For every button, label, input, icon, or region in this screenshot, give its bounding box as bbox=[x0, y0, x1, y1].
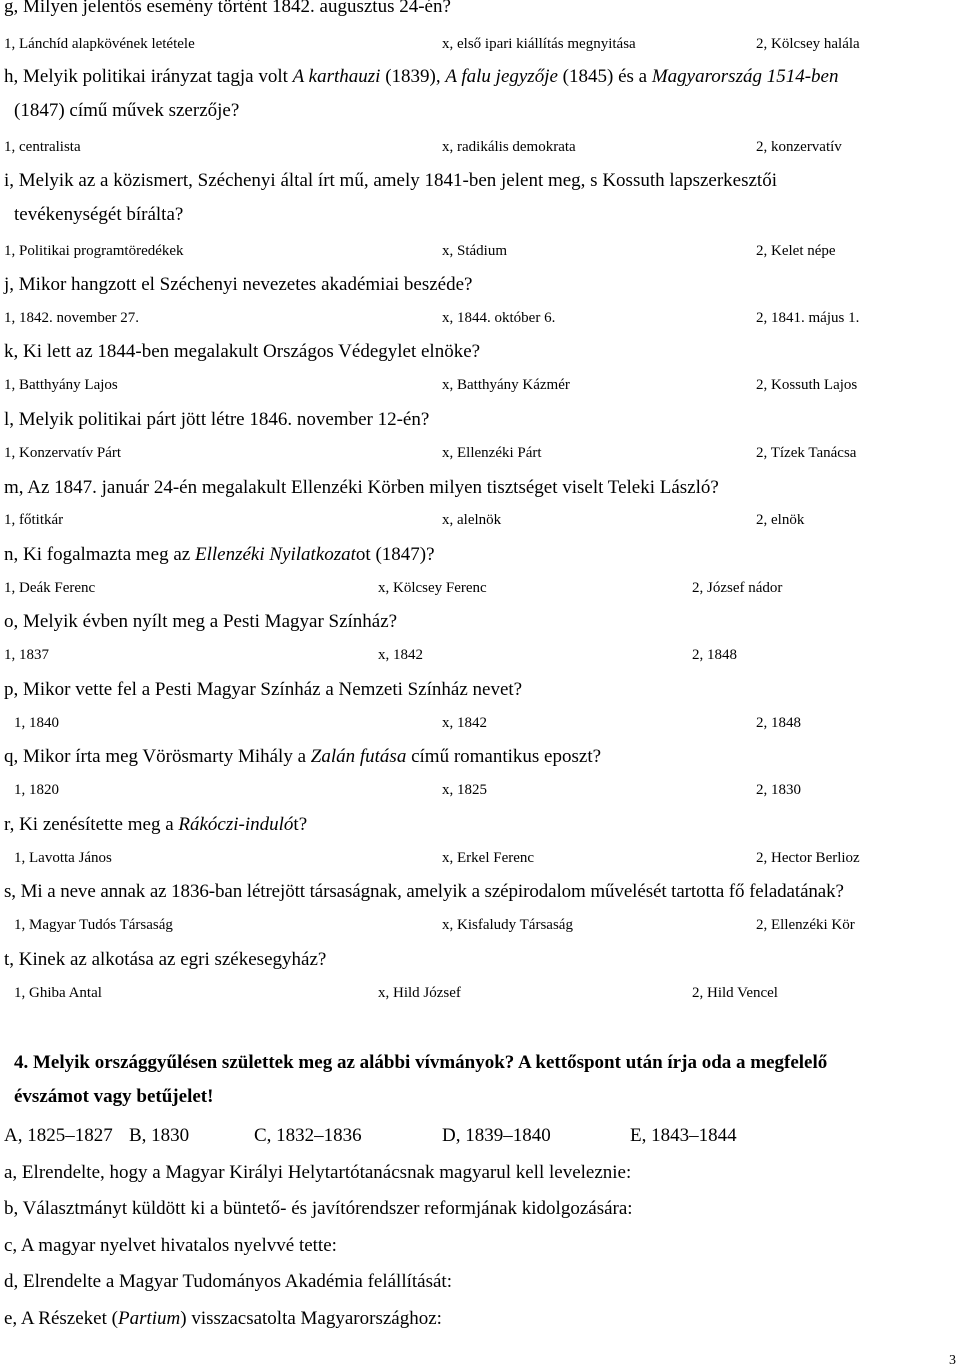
year-option-c: C, 1832–1836 bbox=[254, 1125, 362, 1146]
option-2: 2, 1848 bbox=[692, 647, 737, 663]
option-1: 1, Batthyány Lajos bbox=[4, 377, 118, 393]
year-option-a: A, 1825–1827 bbox=[4, 1125, 113, 1146]
question-l-options bbox=[4, 443, 944, 463]
option-1: 1, 1840 bbox=[14, 715, 59, 731]
question-n-options bbox=[4, 578, 944, 598]
option-x: x, Kisfaludy Társaság bbox=[442, 917, 573, 933]
year-option-e: E, 1843–1844 bbox=[630, 1125, 737, 1146]
question-s-options bbox=[4, 915, 944, 935]
option-1: 1, Ghiba Antal bbox=[14, 985, 102, 1001]
item-e: e, A Részeket (Partium) visszacsatolta Magyarországhoz: bbox=[4, 1308, 442, 1329]
option-2: 2, Ellenzéki Kör bbox=[756, 917, 855, 933]
question-n: n, Ki fogalmazta meg az Ellenzéki Nyilatkozatot (1847)? bbox=[4, 544, 435, 565]
option-x: x, Kölcsey Ferenc bbox=[378, 580, 487, 596]
option-2: 2, Hector Berlioz bbox=[756, 850, 860, 866]
page-number: 3 bbox=[949, 1353, 956, 1368]
question-k-options bbox=[4, 375, 944, 395]
option-1: 1, Politikai programtöredékek bbox=[4, 243, 184, 259]
option-2: 2, 1848 bbox=[756, 715, 801, 731]
option-2: 2, József nádor bbox=[692, 580, 783, 596]
question-o-options bbox=[4, 645, 944, 665]
option-1: 1, Lavotta János bbox=[14, 850, 112, 866]
question-i: i, Melyik az a közismert, Széchenyi által írt mű, amely 1841-ben jelent meg, s Kossuth lapszerkesztői tevékenységét bírálta? bbox=[4, 170, 777, 225]
option-x: x, alelnök bbox=[442, 512, 502, 528]
option-1: 1, 1837 bbox=[4, 647, 49, 663]
question-t-options bbox=[4, 983, 944, 1003]
item-d: d, Elrendelte a Magyar Tudományos Akadémia felállítását: bbox=[4, 1271, 452, 1292]
item-c: c, A magyar nyelvet hivatalos nyelvvé tette: bbox=[4, 1235, 337, 1256]
option-1: 1, főtitkár bbox=[4, 512, 64, 528]
question-h-options bbox=[4, 137, 944, 157]
item-a: a, Elrendelte, hogy a Magyar Királyi Helytartótanácsnak magyarul kell leveleznie: bbox=[4, 1162, 632, 1183]
question-r: r, Ki zenésítette meg a Rákóczi-indulót? bbox=[4, 814, 308, 835]
option-1: 1, Deák Ferenc bbox=[4, 580, 96, 596]
option-2: 2, elnök bbox=[756, 512, 805, 528]
question-m: m, Az 1847. január 24-én megalakult Ellenzéki Körben milyen tisztséget viselt Teleki László? bbox=[4, 477, 719, 498]
question-i-options bbox=[4, 241, 944, 261]
section-4-heading: 4. Melyik országgyűlésen születtek meg az alábbi vívmányok? A kettőspont után írja oda a megfelelő évszámot vagy betűjelet! bbox=[14, 1052, 828, 1107]
question-p-options bbox=[4, 713, 944, 733]
question-t: t, Kinek az alkotása az egri székesegyház? bbox=[4, 949, 327, 970]
option-x: x, Ellenzéki Párt bbox=[442, 445, 542, 461]
question-q: q, Mikor írta meg Vörösmarty Mihály a Zalán futása című romantikus eposzt? bbox=[4, 746, 602, 767]
year-option-d: D, 1839–1840 bbox=[442, 1125, 551, 1146]
option-1: 1, centralista bbox=[4, 139, 81, 155]
option-x: x, első ipari kiállítás megnyitása bbox=[442, 36, 636, 52]
question-q-options bbox=[4, 780, 944, 800]
option-x: x, Batthyány Kázmér bbox=[442, 377, 570, 393]
option-x: x, Hild József bbox=[378, 985, 461, 1001]
question-k: k, Ki lett az 1844-ben megalakult Országos Védegylet elnöke? bbox=[4, 341, 481, 362]
option-2: 2, 1830 bbox=[756, 782, 801, 798]
option-x: x, 1842 bbox=[442, 715, 487, 731]
option-2: 2, konzervatív bbox=[756, 139, 842, 155]
option-1: 1, Lánchíd alapkövének letétele bbox=[4, 36, 195, 52]
option-1: 1, Konzervatív Párt bbox=[4, 445, 122, 461]
option-2: 2, 1841. május 1. bbox=[756, 310, 860, 326]
option-1: 1, Magyar Tudós Társaság bbox=[14, 917, 173, 933]
option-2: 2, Kölcsey halála bbox=[756, 36, 860, 52]
question-m-options bbox=[4, 510, 944, 530]
question-r-options bbox=[4, 848, 944, 868]
question-g-options bbox=[4, 34, 944, 54]
option-x: x, 1842 bbox=[378, 647, 423, 663]
option-2: 2, Hild Vencel bbox=[692, 985, 778, 1001]
question-s: s, Mi a neve annak az 1836-ban létrejött társaságnak, amelyik a szépirodalom művelését tartotta fő feladatának? bbox=[4, 881, 844, 902]
option-2: 2, Tízek Tanácsa bbox=[756, 445, 857, 461]
question-g: g, Milyen jelentős esemény történt 1842. augusztus 24-én? bbox=[4, 0, 451, 17]
option-1: 1, 1820 bbox=[14, 782, 59, 798]
option-x: x, Erkel Ferenc bbox=[442, 850, 535, 866]
question-l: l, Melyik politikai párt jött létre 1846. november 12-én? bbox=[4, 409, 430, 430]
option-2: 2, Kelet népe bbox=[756, 243, 836, 259]
option-x: x, 1844. október 6. bbox=[442, 310, 556, 326]
option-x: x, radikális demokrata bbox=[442, 139, 576, 155]
year-option-b: B, 1830 bbox=[129, 1125, 190, 1146]
question-j-options bbox=[4, 308, 944, 328]
option-2: 2, Kossuth Lajos bbox=[756, 377, 858, 393]
section-4-years bbox=[4, 1124, 944, 1148]
option-1: 1, 1842. november 27. bbox=[4, 310, 139, 326]
item-b: b, Választmányt küldött ki a büntető- és javítórendszer reformjának kidolgozására: bbox=[4, 1198, 633, 1219]
question-h: h, Melyik politikai irányzat tagja volt A karthauzi (1839), A falu jegyzője (1845) és a Magyarország 1514-ben (1847) című művek szerzője? bbox=[4, 66, 839, 121]
question-j: j, Mikor hangzott el Széchenyi nevezetes akadémiai beszéde? bbox=[4, 274, 473, 295]
question-o: o, Melyik évben nyílt meg a Pesti Magyar Színház? bbox=[4, 611, 398, 632]
question-p: p, Mikor vette fel a Pesti Magyar Színház a Nemzeti Színház nevet? bbox=[4, 679, 523, 700]
option-x: x, 1825 bbox=[442, 782, 487, 798]
option-x: x, Stádium bbox=[442, 243, 508, 259]
